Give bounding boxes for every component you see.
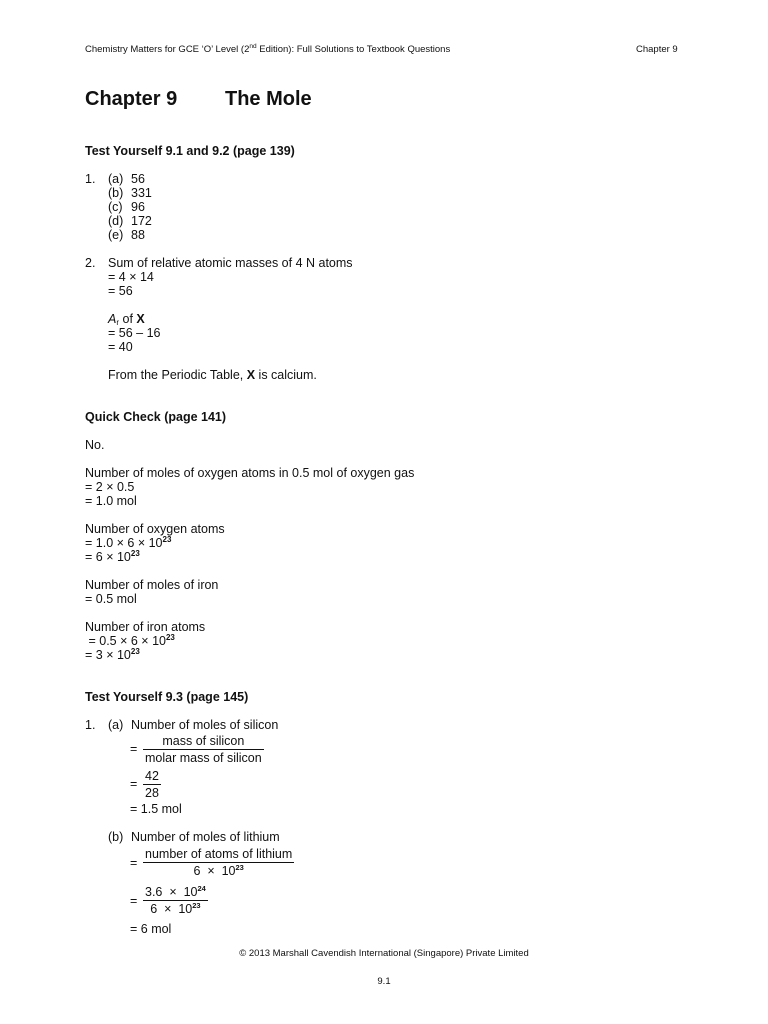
fraction-denominator: $6 \times 10^{23}$: [150, 901, 201, 916]
answer-value: 96: [131, 200, 145, 214]
answer-line: $A_r$ of X: [108, 312, 145, 327]
answer-label: (c): [108, 200, 123, 214]
answer-label: (a): [108, 718, 124, 732]
answer-line: Number of iron atoms: [85, 620, 206, 634]
copyright-footer: © 2013 Marshall Cavendish International (Singapore) Private Limited: [239, 948, 529, 959]
answer-line: From the Periodic Table, X is calcium.: [108, 368, 317, 382]
fraction-denominator: $6 \times 10^{23}$: [193, 863, 244, 878]
answer-label: (b): [108, 186, 124, 200]
answer-line: Number of moles of oxygen atoms in 0.5 mol of oxygen gas: [85, 466, 415, 480]
answer-line: = $1.0 \times 6 \times 10^{23}$: [85, 535, 172, 550]
answer-line: Sum of relative atomic masses of 4 N atoms: [108, 256, 353, 270]
running-header-title: Chemistry Matters for GCE ‘O’ Level (2nd Edition): Full Solutions to Textbook Questions: [85, 43, 451, 55]
answer-line: Number of moles of iron: [85, 578, 219, 592]
answer-line: No.: [85, 438, 105, 452]
answer-line: = 1.0 mol: [85, 494, 137, 508]
answer-line: = $3 \times 10^{23}$: [85, 647, 140, 662]
answer-value: 56: [131, 172, 145, 186]
section-heading-quick-check: Quick Check (page 141): [85, 410, 227, 424]
answer-line: = 6 mol: [130, 922, 172, 936]
fraction-denominator: molar mass of silicon: [145, 751, 262, 765]
equals-sign: =: [130, 742, 138, 756]
question-number: 2.: [85, 256, 96, 270]
answer-line: = 2 × 0.5: [85, 480, 135, 494]
answer-value: 172: [131, 214, 152, 228]
answer-line: = $0.5 \times 6 \times 10^{23}$: [85, 633, 175, 648]
answer-label: (d): [108, 214, 124, 228]
fraction-numerator: mass of silicon: [162, 734, 245, 748]
fraction-denominator: 28: [145, 786, 159, 800]
answer-line: = 0.5 mol: [85, 592, 137, 606]
equals-sign: =: [130, 894, 138, 908]
chapter-name: The Mole: [225, 88, 312, 110]
question-number: 1.: [85, 718, 96, 732]
page-number: 9.1: [377, 976, 391, 987]
chapter-number: Chapter 9: [85, 88, 178, 110]
answer-label: (b): [108, 830, 124, 844]
answer-label: (e): [108, 228, 124, 242]
fraction: [143, 847, 294, 878]
section-heading-ty93: Test Yourself 9.3 (page 145): [85, 690, 249, 704]
answer-line: Number of moles of silicon: [131, 718, 279, 732]
answer-line: = 4 × 14: [108, 270, 154, 284]
fraction: [143, 769, 161, 800]
answer-line: Number of oxygen atoms: [85, 522, 225, 536]
answer-value: 331: [131, 186, 152, 200]
fraction-numerator: 42: [145, 769, 159, 783]
running-header-chapter: Chapter 9: [636, 44, 678, 55]
equals-sign: =: [130, 856, 138, 870]
answer-line: = 56: [108, 284, 133, 298]
answer-line: = 1.5 mol: [130, 802, 182, 816]
answer-value: 88: [131, 228, 145, 242]
answer-line: = 40: [108, 340, 133, 354]
question-number: 1.: [85, 172, 96, 186]
answer-line: = 56 – 16: [108, 326, 161, 340]
answer-label: (a): [108, 172, 124, 186]
fraction: [143, 734, 264, 765]
answer-line: = $6 \times 10^{23}$: [85, 549, 140, 564]
fraction-numerator: $3.6 \times 10^{24}$: [145, 884, 206, 899]
answer-line: Number of moles of lithium: [131, 830, 280, 844]
section-heading-ty91: Test Yourself 9.1 and 9.2 (page 139): [85, 144, 295, 158]
fraction-numerator: number of atoms of lithium: [145, 847, 293, 861]
equals-sign: =: [130, 777, 138, 791]
fraction: [143, 885, 208, 916]
